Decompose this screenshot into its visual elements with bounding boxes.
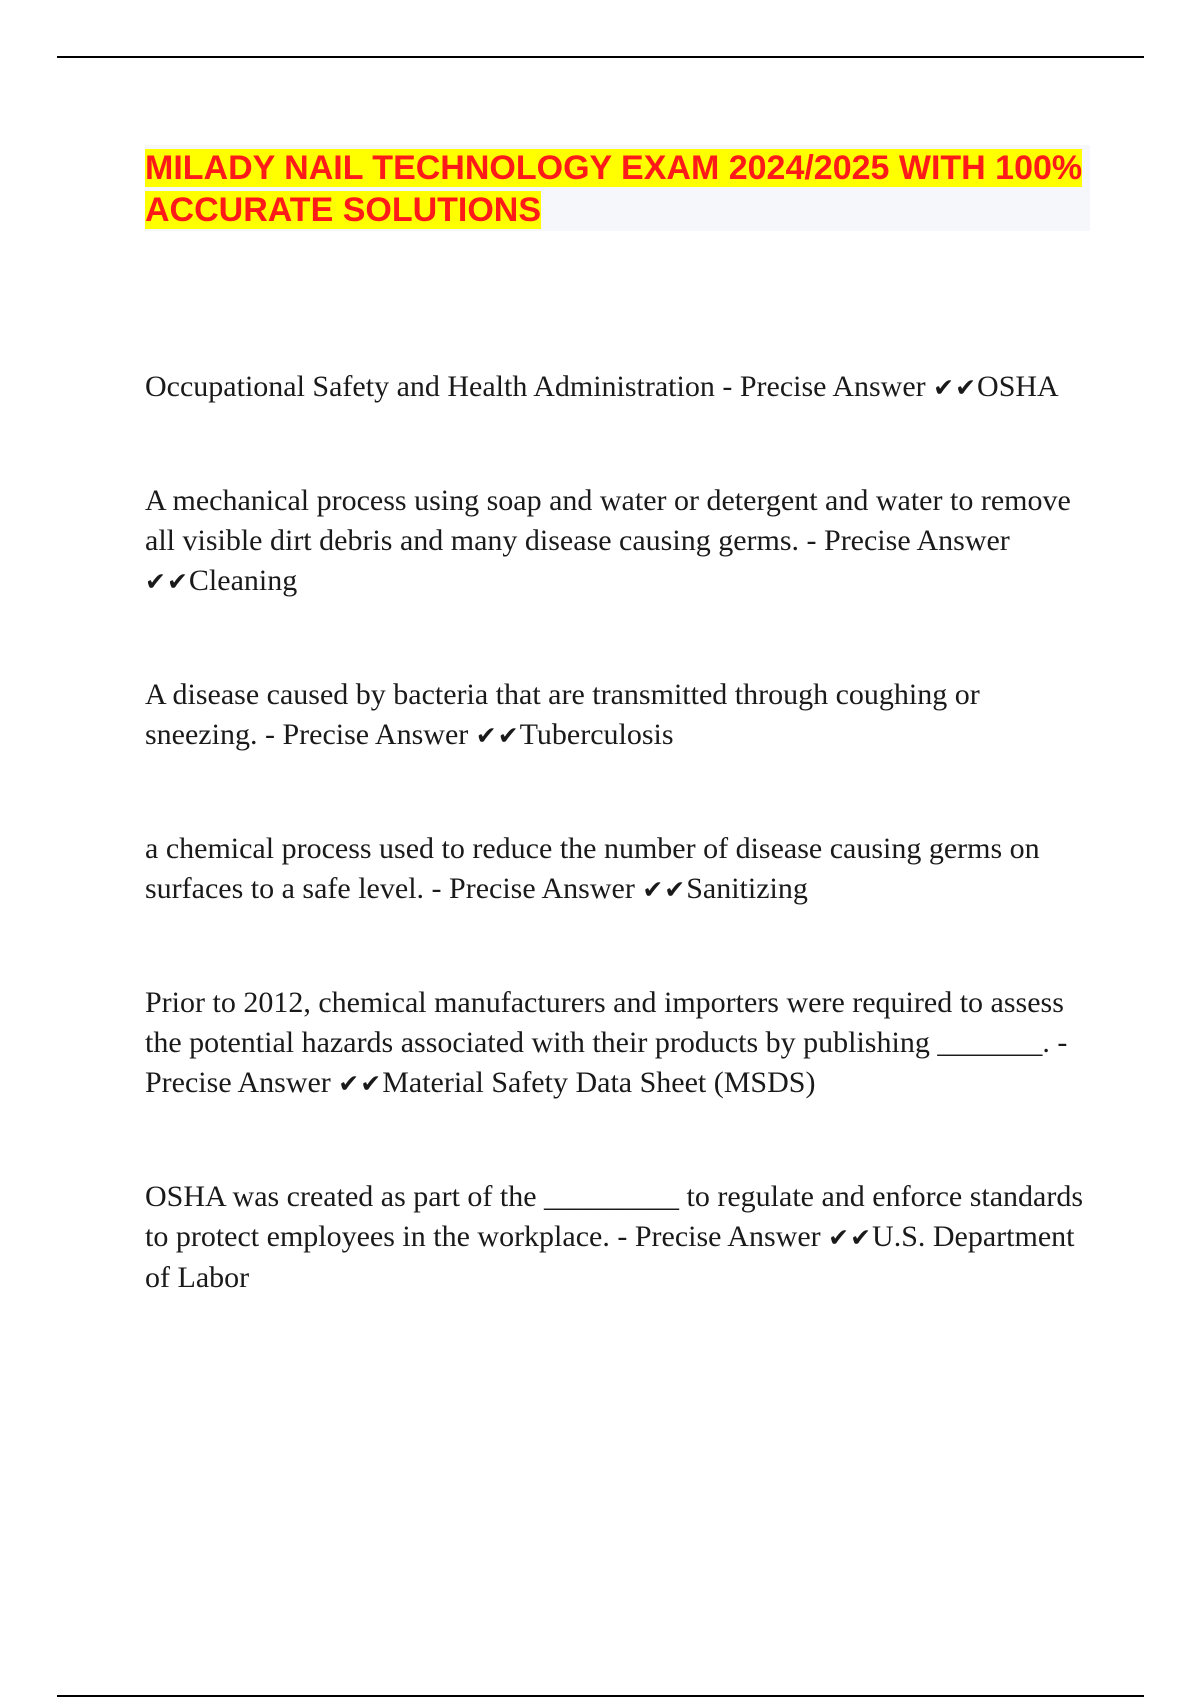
qa-item bbox=[145, 367, 1090, 408]
qa-item bbox=[145, 829, 1090, 910]
double-check-icon: ✔✔ bbox=[338, 1069, 383, 1098]
qa-item bbox=[145, 481, 1090, 602]
bottom-rule bbox=[57, 1695, 1144, 1697]
question-text: A disease caused by bacteria that are transmitted through coughing or sneezing. bbox=[145, 678, 980, 751]
answer-marker: - Precise Answer bbox=[264, 718, 469, 751]
qa-item bbox=[145, 675, 1090, 756]
double-check-icon: ✔✔ bbox=[145, 567, 189, 596]
answer-marker: - Precise Answer bbox=[722, 370, 926, 403]
qa-item bbox=[145, 1177, 1090, 1298]
double-check-icon: ✔✔ bbox=[642, 875, 687, 904]
top-rule bbox=[57, 56, 1144, 58]
qa-item bbox=[145, 983, 1090, 1104]
qa-list bbox=[145, 367, 1090, 1298]
answer-text: U.S. Department of Labor bbox=[145, 1220, 1075, 1294]
answer-marker: - Precise Answer bbox=[431, 872, 635, 905]
answer-marker: - Precise Answer bbox=[617, 1220, 821, 1253]
double-check-icon: ✔✔ bbox=[475, 721, 520, 750]
question-text: A mechanical process using soap and water or detergent and water to remove all visible dirt debris and many disease causing germs. bbox=[145, 484, 1071, 557]
double-check-icon: ✔✔ bbox=[828, 1223, 873, 1252]
answer-text: Cleaning bbox=[188, 564, 298, 597]
double-check-icon: ✔✔ bbox=[933, 373, 978, 402]
answer-marker: - Precise Answer bbox=[145, 1026, 1068, 1099]
answer-text: Sanitizing bbox=[686, 872, 808, 905]
title-block bbox=[145, 145, 1090, 231]
title-highlight: MILADY NAIL TECHNOLOGY EXAM 2024/2025 WITH 100% ACCURATE SOLUTIONS bbox=[145, 149, 1083, 229]
question-text: Prior to 2012, chemical manufacturers and importers were required to assess the potential hazards associated with their products by publishing _______. bbox=[145, 986, 1064, 1059]
answer-text: OSHA bbox=[977, 370, 1059, 403]
answer-text: Material Safety Data Sheet (MSDS) bbox=[382, 1066, 816, 1099]
answer-marker: - Precise Answer bbox=[806, 524, 1010, 557]
document-title bbox=[145, 145, 1090, 231]
answer-text: Tuberculosis bbox=[519, 718, 674, 751]
question-text: a chemical process used to reduce the number of disease causing germs on surfaces to a safe level. bbox=[145, 832, 1040, 905]
question-text: Occupational Safety and Health Administration bbox=[145, 370, 715, 403]
question-text: OSHA was created as part of the _________ to regulate and enforce standards to protect employees in the workplace. bbox=[145, 1180, 1084, 1253]
